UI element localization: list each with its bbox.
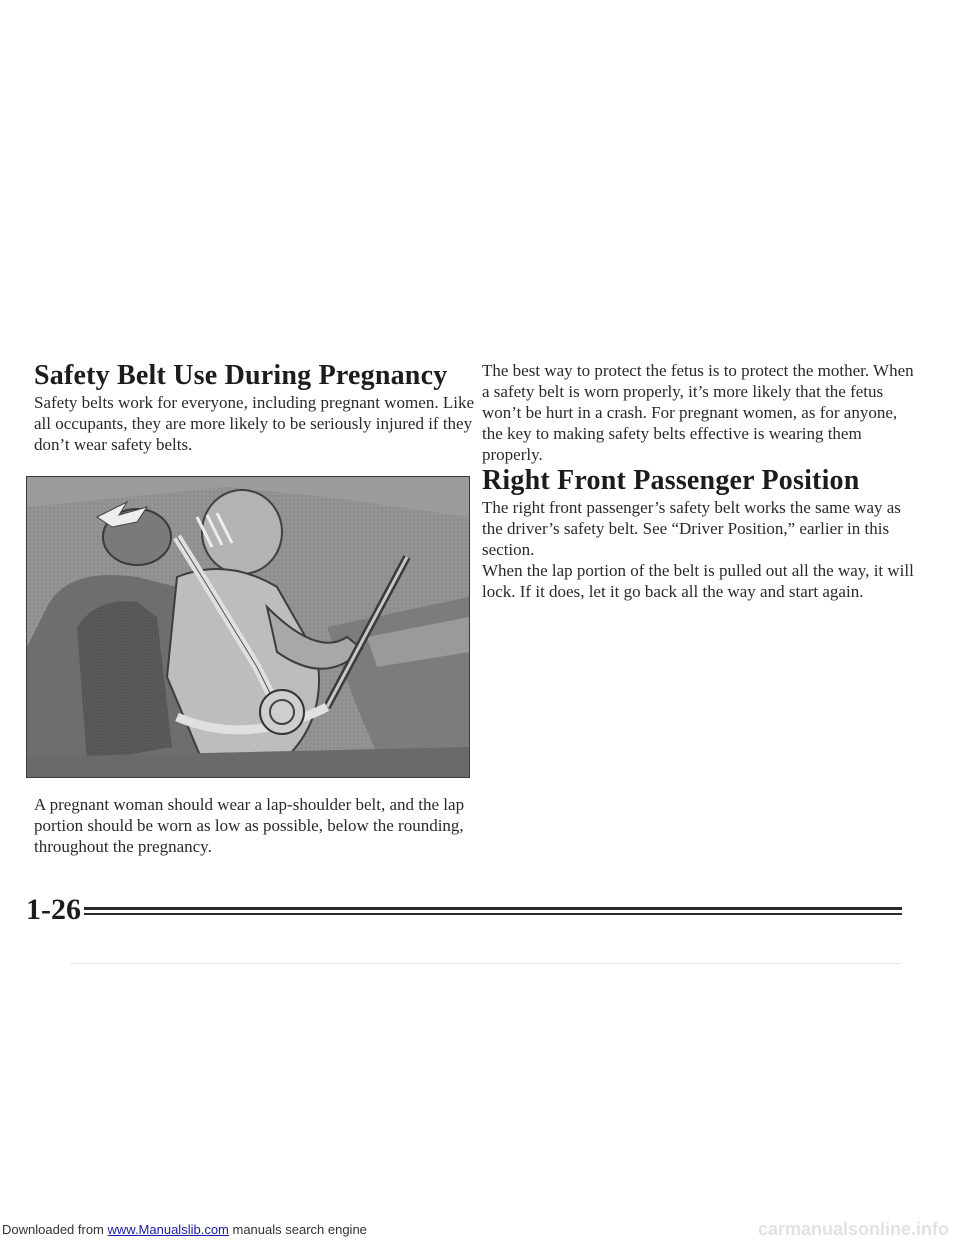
passenger-belt-paragraph: The right front passenger’s safety belt works the same way as the driver’s safety belt. See “Driver Position,” earlier in this section. [482,498,901,559]
scan-artifact-line [70,963,900,964]
download-suffix: manuals search engine [228,1222,367,1237]
pregnant-woman-seatbelt-illustration [26,476,470,778]
pregnancy-intro-paragraph: Safety belts work for everyone, including pregnant women. Like all occupants, they are more likely to be seriously injured if they don’t wear safety belts. [34,393,474,454]
right-column [482,360,922,602]
manualslib-link[interactable]: www.Manualslib.com [107,1222,229,1237]
watermark: carmanualsonline.info [758,1219,950,1239]
left-column [34,360,474,455]
protect-fetus-paragraph: The best way to protect the fetus is to protect the mother. When a safety belt is worn properly, it’s more likely that the fetus won’t be hurt in a crash. For pregnant women, as for anyone, the key to making safety belts effective is wearing them properly. [482,361,914,464]
page-number: 1-26 [26,893,81,926]
footer-rule-bottom [84,913,902,915]
section-title-pregnancy: Safety Belt Use During Pregnancy [34,360,448,391]
footer-rule-top [84,907,902,910]
illustration-art [27,477,469,777]
lap-belt-lock-paragraph: When the lap portion of the belt is pulled out all the way, it will lock. If it does, let it go back all the way and start again. [482,561,914,601]
lap-belt-position-paragraph: A pregnant woman should wear a lap-shoulder belt, and the lap portion should be worn as low as possible, below the rounding, throughout the pregnancy. [34,795,465,856]
download-prefix: Downloaded from [2,1222,108,1237]
download-attribution [2,1222,367,1238]
section-title-right-front-passenger: Right Front Passenger Position [482,465,860,496]
